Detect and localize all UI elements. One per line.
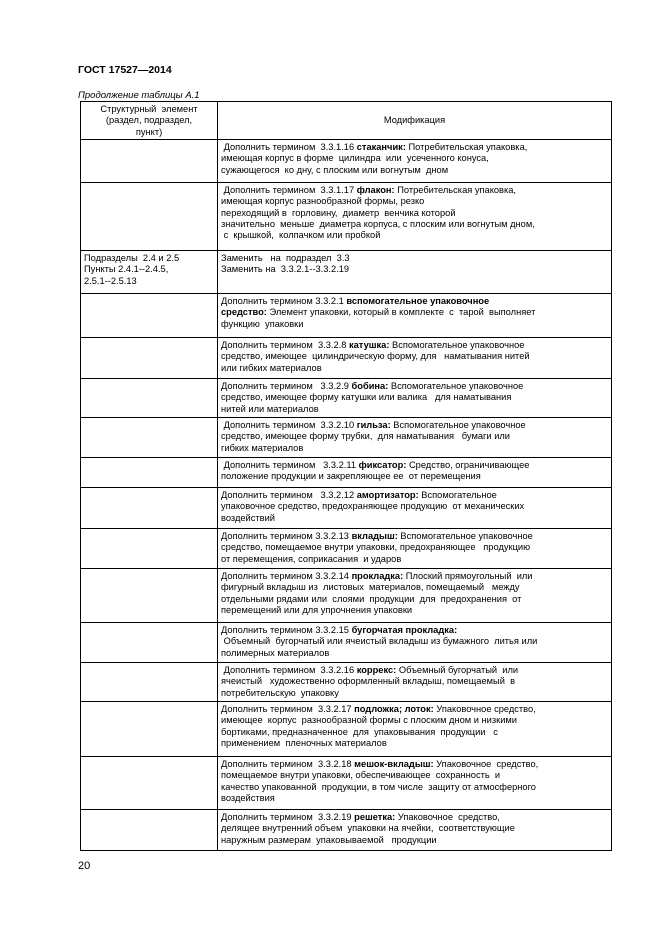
modification-line: Дополнить термином 3.3.2.8 катушка: Вспомогательное упаковочное <box>221 340 525 350</box>
modification-line: перемещений или для упрочнения упаковки <box>221 604 413 615</box>
modification-line: фигурный вкладыш из листовых материалов, помещаемый между <box>221 582 520 593</box>
table-row <box>81 569 612 623</box>
modification-cell <box>218 183 612 251</box>
modification-line: значительно меньше диаметра корпуса, с плоским или вогнутым дном, <box>221 218 535 229</box>
modification-line: гибких материалов <box>221 442 304 453</box>
structural-element-cell <box>81 663 218 702</box>
structural-element-cell <box>81 623 218 663</box>
modification-line: Заменить на подраздел 3.3 <box>221 253 350 263</box>
term-name: вкладыш: <box>351 531 398 541</box>
modification-line: средство, имеющее форму катушки или валика для наматывания <box>221 392 512 403</box>
modification-cell <box>218 569 612 623</box>
modification-cell <box>218 140 612 183</box>
structural-element-cell <box>81 569 218 623</box>
modification-line: средство, имеющее форму трубки, для наматывания бумаги или <box>221 431 511 442</box>
modification-line: Дополнить термином 3.3.1.17 флакон: Потребительская упаковка, <box>221 185 517 195</box>
modification-table <box>80 101 612 851</box>
term-name: амортизатор: <box>356 490 419 500</box>
structural-element-cell <box>81 488 218 529</box>
structural-element-cell <box>81 379 218 418</box>
table-row <box>81 702 612 757</box>
column-header-line: пункт) <box>135 126 163 137</box>
structural-element-cell <box>81 702 218 757</box>
term-name: фиксатор: <box>358 460 407 470</box>
standard-designation: ГОСТ 17527—2014 <box>78 64 172 76</box>
modification-line: применением пленочных материалов <box>221 737 387 748</box>
column-header-structural-element <box>81 102 218 140</box>
modification-line: Дополнить термином 3.3.2.12 амортизатор: Вспомогательное <box>221 490 497 500</box>
modification-cell <box>218 529 612 569</box>
term-name: прокладка: <box>351 571 404 581</box>
column-header-line: Структурный элемент <box>100 104 198 114</box>
table-row <box>81 623 612 663</box>
modification-line: Дополнить термином 3.3.2.19 решетка: Упаковочное средство, <box>221 812 500 822</box>
structural-element-cell <box>81 251 218 294</box>
modification-line: воздействия <box>221 792 275 803</box>
modification-cell <box>218 810 612 851</box>
table-row <box>81 458 612 488</box>
modification-line: Дополнить термином 3.3.2.1 вспомогательное упаковочное <box>221 296 490 306</box>
structural-element-line: 2.5.1--2.5.13 <box>84 275 137 286</box>
modification-cell <box>218 294 612 338</box>
term-name: стаканчик: <box>356 142 406 152</box>
modification-line: воздействий <box>221 512 275 523</box>
modification-line: средство: Элемент упаковки, который в комплекте с тарой выполняет <box>221 307 536 318</box>
term-name: бобина: <box>351 381 389 391</box>
modification-line: упаковочное средство, предохраняющее продукцию от механических <box>221 501 525 512</box>
modification-line: Дополнить термином 3.3.2.11 фиксатор: Средство, ограничивающее <box>221 460 530 470</box>
modification-line: Дополнить термином 3.3.2.18 мешок-вкладыш: Упаковочное средство, <box>221 759 539 769</box>
modification-cell <box>218 663 612 702</box>
table-row <box>81 488 612 529</box>
table-row <box>81 810 612 851</box>
modification-line: помещаемое внутри упаковки, обеспечивающее сохранность и <box>221 770 501 781</box>
modification-cell <box>218 458 612 488</box>
table-row <box>81 663 612 702</box>
modification-line: Дополнить термином 3.3.2.17 подложка; лоток: Упаковочное средство, <box>221 704 536 714</box>
modification-cell <box>218 251 612 294</box>
table-continuation-caption: Продолжение таблицы А.1 <box>78 90 200 101</box>
structural-element-cell <box>81 810 218 851</box>
term-name: мешок-вкладыш: <box>354 759 434 769</box>
modification-line: бортиками, предназначенное для упаковывания продукции с <box>221 726 498 737</box>
structural-element-cell <box>81 529 218 569</box>
modification-line: функцию упаковки <box>221 318 304 329</box>
table-header-row <box>81 102 612 140</box>
modification-line: качество упакованной продукции, в том числе защиту от атмосферного <box>221 781 536 792</box>
term-name: флакон: <box>356 185 395 195</box>
modification-cell <box>218 623 612 663</box>
structural-element-cell <box>81 183 218 251</box>
term-name: подложка; лоток: <box>354 704 434 714</box>
table-row <box>81 338 612 379</box>
term-name: решетка: <box>354 812 396 822</box>
modification-line: делящее внутренний объем упаковки на ячейки, соответствующие <box>221 823 515 834</box>
structural-element-cell <box>81 418 218 458</box>
modification-line: Дополнить термином 3.3.2.9 бобина: Вспомогательное упаковочное <box>221 381 524 391</box>
modification-line: Дополнить термином 3.3.2.14 прокладка: Плоский прямоугольный или <box>221 571 533 581</box>
table-row <box>81 379 612 418</box>
modification-line: Дополнить термином 3.3.2.15 бугорчатая прокладка: <box>221 625 458 635</box>
structural-element-cell <box>81 338 218 379</box>
modification-line: или гибких материалов <box>221 362 322 373</box>
table-row <box>81 294 612 338</box>
structural-element-cell <box>81 458 218 488</box>
modification-line: средство, помещаемое внутри упаковки, предохраняющее продукцию <box>221 542 531 553</box>
term-name: вспомогательное упаковочное <box>346 296 490 306</box>
term-name: средство: <box>221 307 267 318</box>
structural-element-cell <box>81 757 218 810</box>
modification-line: положение продукции и закрепляющее ее от перемещения <box>221 471 481 482</box>
modification-line: Дополнить термином 3.3.1.16 стаканчик: Потребительская упаковка, <box>221 142 528 152</box>
modification-line: с крышкой, колпачком или пробкой <box>221 230 381 241</box>
modification-line: средство, имеющее цилиндрическую форму, для наматывания нитей <box>221 351 530 362</box>
modification-line: наружным размерам упаковываемой продукции <box>221 834 437 845</box>
modification-line: Объемный бугорчатый или ячеистый вкладыш из бумажного литья или <box>221 636 538 647</box>
modification-cell <box>218 702 612 757</box>
modification-line: ячеистый художественно оформленный вкладыш, помещаемый в <box>221 676 516 687</box>
structural-element-line: Пункты 2.4.1--2.4.5, <box>84 264 169 275</box>
modification-line: Дополнить термином 3.3.2.10 гильза: Вспомогательное упаковочное <box>221 420 526 430</box>
modification-cell <box>218 338 612 379</box>
column-header-modification: Модификация <box>218 102 612 140</box>
structural-element-line: Подразделы 2.4 и 2.5 <box>84 253 180 263</box>
modification-line: отдельными рядами или слоями продукции для предохранения от <box>221 593 522 604</box>
term-name: гильза: <box>356 420 391 430</box>
modification-line: потребительскую упаковку <box>221 687 339 698</box>
table-row <box>81 418 612 458</box>
modification-line: Дополнить термином 3.3.2.13 вкладыш: Вспомогательное упаковочное <box>221 531 533 541</box>
modification-line: имеющее корпус разнообразной формы с плоским дном и низкими <box>221 715 517 726</box>
modification-line: от перемещения, соприкасания и ударов <box>221 553 402 564</box>
modification-line: Заменить на 3.3.2.1--3.3.2.19 <box>221 264 350 275</box>
modification-cell <box>218 418 612 458</box>
table-row <box>81 140 612 183</box>
modification-line: имеющая корпус в форме цилиндра или усеченного конуса, <box>221 153 489 164</box>
modification-cell <box>218 757 612 810</box>
structural-element-cell <box>81 294 218 338</box>
term-name: коррекс: <box>356 665 397 675</box>
term-name: катушка: <box>348 340 390 350</box>
modification-line: полимерных материалов <box>221 647 330 658</box>
modification-cell <box>218 379 612 418</box>
modification-line: Дополнить термином 3.3.2.16 коррекс: Объемный бугорчатый или <box>221 665 519 675</box>
term-name: бугорчатая прокладка: <box>351 625 458 635</box>
column-header-line: (раздел, подраздел, <box>105 115 193 126</box>
structural-element-cell <box>81 140 218 183</box>
page-number: 20 <box>78 860 91 872</box>
modification-cell <box>218 488 612 529</box>
table-row <box>81 251 612 294</box>
modification-line: сужающегося ко дну, с плоским или вогнутым дном <box>221 164 449 175</box>
table-row <box>81 757 612 810</box>
table-row <box>81 529 612 569</box>
modification-line: переходящий в горловину, диаметр венчика которой <box>221 207 456 218</box>
table-row <box>81 183 612 251</box>
modification-line: имеющая корпус разнообразной формы, резко <box>221 196 425 207</box>
modification-line: нитей или материалов <box>221 403 319 414</box>
